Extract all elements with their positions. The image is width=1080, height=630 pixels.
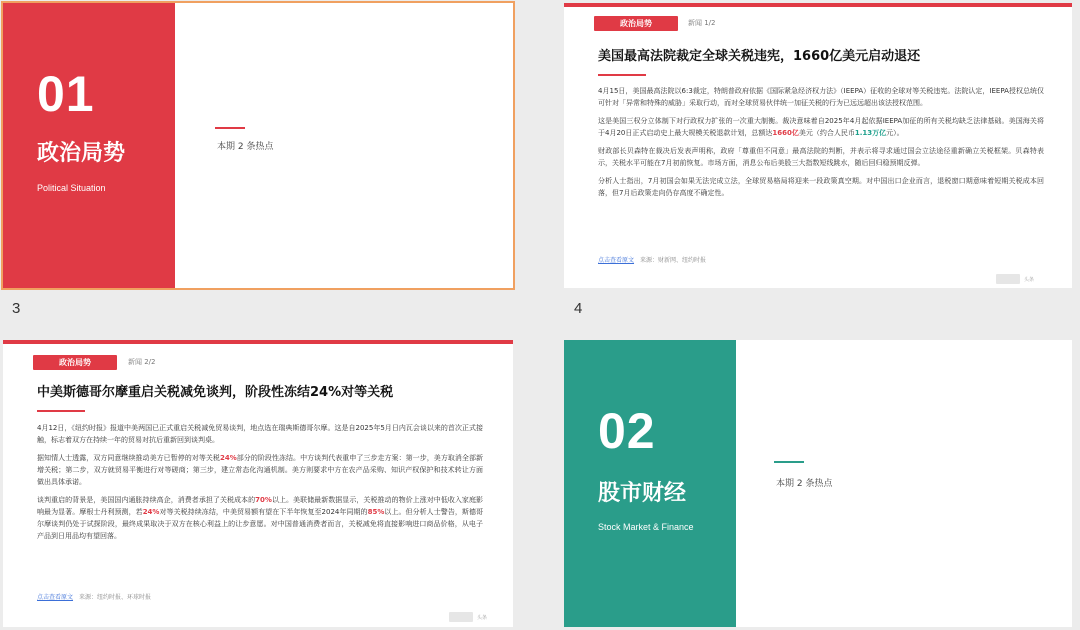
category-badge: 政治局势 (33, 355, 117, 370)
news-paragraph: 谈判重启的背景是，美国国内通胀持续高企，消费者承担了关税成本的70%以上。美联储最新数据显示，关税推动的物价上涨对中低收入家庭影响最为显著。摩根士丹利预测，若24%对等关税持续冻结，中美贸易额有望在下半年恢复至2024年同期的85%以上。但分析人士警告，斯德哥尔摩谈判仍处于试探阶段，最终成果取决于双方在核心利益上的让步意愿。对中国普通消费者而言，关税减免将直接影响进口商品价格，从电子产品到日用品均有望回落。 (37, 496, 484, 540)
section-accent-line (215, 127, 245, 129)
category-badge: 政治局势 (594, 16, 678, 31)
section-count: 本期 2 条热点 (776, 479, 833, 489)
section-number: 01 (37, 66, 95, 122)
slide-5-thumbnail[interactable] (3, 340, 513, 627)
slide-4-thumbnail[interactable] (564, 3, 1072, 288)
read-original-link[interactable]: 点击查看原文 (37, 594, 74, 601)
read-original-link[interactable]: 点击查看原文 (598, 257, 635, 264)
news-pager: 新闻 1/2 (688, 19, 716, 27)
section-number: 02 (598, 403, 656, 459)
watermark-logo (449, 612, 473, 622)
top-accent-bar (564, 3, 1072, 7)
slide-number-4: 4 (574, 300, 583, 317)
news-paragraph: 据知情人士透露，双方同意继续推动美方已暂停的对等关税24%部分的阶段性冻结。中方谈判代表重申了三步走方案：第一步，美方取消全部新增关税；第二步，双方就贸易平衡进行对等磋商；第三步，建立常态化沟通机制。美方则要求中方在农产品采购、知识产权保护和技术转让方面做出具体承诺。 (37, 454, 483, 486)
source-line (598, 255, 706, 264)
news-paragraph: 4月15日，美国最高法院以6:3裁定，特朗普政府依据《国际紧急经济权力法》（IEEPA）征收的全球对等关税违宪。法院认定，IEEPA授权总统仅可针对「异常和特殊的威胁」采取行动，而对全球贸易伙伴统一加征关税的行为已远远超出该法授权范围。 (598, 87, 1044, 107)
section-count: 本期 2 条热点 (217, 142, 274, 152)
news-paragraph: 4月12日，《纽约时报》报道中美两国已正式重启关税减免贸易谈判，地点选在瑞典斯德哥尔摩。这是自2025年5月日内瓦会谈以来的首次正式接触，标志着双方在持续一年的贸易对抗后重新回到谈判桌。 (37, 424, 483, 444)
news-paragraph: 这是美国三权分立体制下对行政权力扩张的一次重大制衡。裁决意味着自2025年4月起依据IEEPA加征的所有关税均缺乏法律基础。美国海关将于4月20日正式启动史上最大规模关税退款计划，总额达1660亿美元（约合人民币1.13万亿元）。 (598, 117, 1044, 137)
watermark-text: 头条 (1024, 277, 1035, 283)
watermark-text: 头条 (477, 615, 488, 621)
news-title: 美国最高法院裁定全球关税违宪，1660亿美元启动退还 (598, 49, 921, 64)
watermark-logo (996, 274, 1020, 284)
slide-6-thumbnail[interactable] (564, 340, 1072, 627)
section-title: 政治局势 (37, 140, 126, 166)
section-subtitle: Political Situation (37, 183, 106, 193)
source-line (37, 592, 151, 601)
news-paragraph: 分析人士指出，7月初国会如果无法完成立法，全球贸易格局将迎来一段政策真空期。对中国出口企业而言，退税窗口期意味着短期关税成本回落，但7月后政策走向仍存高度不确定性。 (598, 177, 1044, 197)
source-text: 来源：纽约时报、环球时报 (79, 594, 152, 601)
top-accent-bar (3, 340, 513, 344)
section-accent-line (774, 461, 804, 463)
source-text: 来源：财新网、纽约时报 (640, 257, 707, 264)
section-subtitle: Stock Market & Finance (598, 522, 694, 532)
title-underline (37, 410, 85, 412)
title-underline (598, 74, 646, 76)
news-paragraph: 财政部长贝森特在裁决后发表声明称，政府「尊重但不同意」最高法院的判断，并表示将寻求通过国会立法途径重新确立关税框架。贝森特表示，关税水平可能在7月初前恢复。市场方面，消息公布后美股三大指数短线跳水，随后回归稳预期反弹。 (598, 147, 1044, 167)
news-body (598, 85, 1044, 205)
news-title: 中美斯德哥尔摩重启关税减免谈判，阶段性冻结24%对等关税 (37, 385, 394, 400)
slide-number-3: 3 (12, 300, 21, 317)
news-pager: 新闻 2/2 (128, 358, 156, 366)
news-body (37, 422, 483, 548)
section-title: 股市财经 (598, 480, 687, 506)
slide-3-thumbnail[interactable] (3, 3, 513, 288)
